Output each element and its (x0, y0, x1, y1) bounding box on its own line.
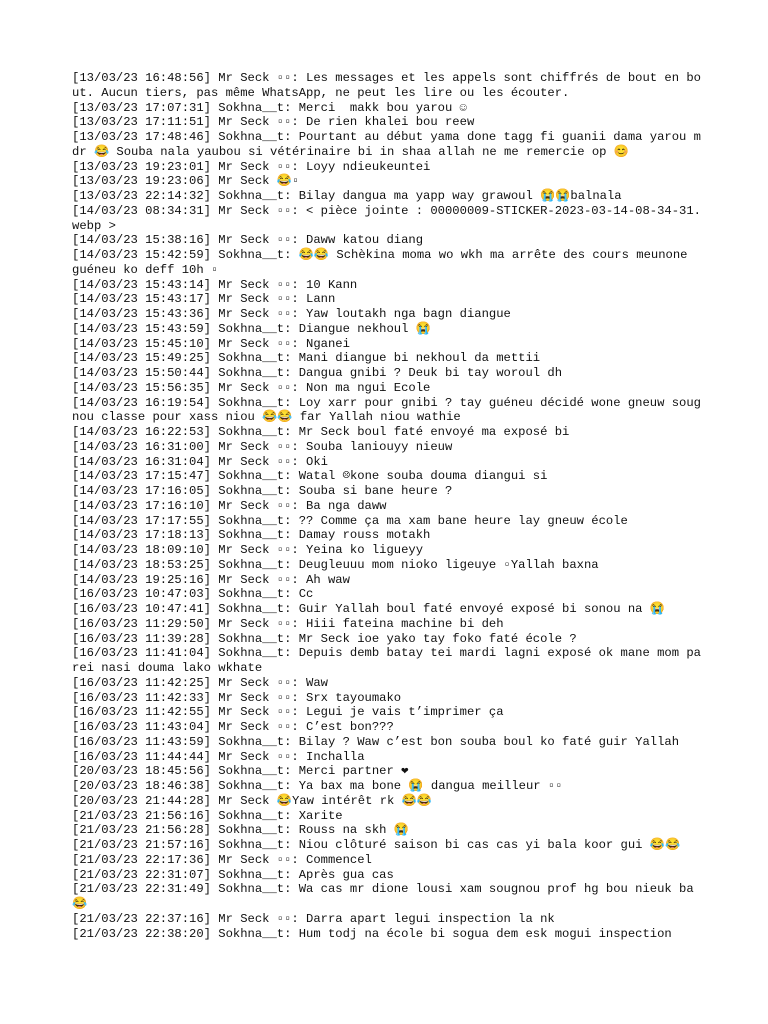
message-line: [20/03/23 18:46:38] Sokhna__t: Ya bax ma bone 😭 dangua meilleur ▫▫ (72, 779, 563, 793)
message-line: [16/03/23 11:39:28] Sokhna__t: Mr Seck ioe yako tay foko faté école ? (72, 631, 577, 646)
message-line: [21/03/23 21:56:16] Sokhna__t: Xarite (72, 808, 343, 823)
message-line: [14/03/23 17:16:10] Mr Seck ▫▫: Ba nga daww (72, 498, 387, 513)
message-line: [14/03/23 08:34:31] Mr Seck ▫▫: < pièce jointe : 00000009-STICKER-2023-03-14-08-34-31.webp > (72, 203, 701, 233)
message-line: [16/03/23 11:42:25] Mr Seck ▫▫: Waw (72, 675, 328, 690)
message-line: [14/03/23 17:16:05] Sokhna__t: Souba si bane heure ? (72, 484, 453, 498)
message-line: [14/03/23 19:25:16] Mr Seck ▫▫: Ah waw (72, 572, 350, 587)
message-line: [14/03/23 15:49:25] Sokhna__t: Mani diangue bi nekhoul da mettii (72, 351, 541, 366)
message-line: [20/03/23 21:44:28] Mr Seck 😂Yaw intérêt rk 😂😂 (72, 793, 433, 808)
chat-transcript (72, 71, 702, 941)
message-line: [14/03/23 15:56:35] Mr Seck ▫▫: Non ma ngui Ecole (72, 380, 431, 395)
message-line: [21/03/23 22:17:36] Mr Seck ▫▫: Commencel (72, 852, 372, 867)
message-line: [14/03/23 15:43:59] Sokhna__t: Diangue nekhoul 😭 (72, 321, 431, 336)
message-line: [14/03/23 15:43:36] Mr Seck ▫▫: Yaw loutakh nga bagn diangue (72, 307, 511, 321)
message-line: [13/03/23 19:23:01] Mr Seck ▫▫: Loyy ndieukeuntei (72, 159, 431, 174)
message-line: [14/03/23 15:50:44] Sokhna__t: Dangua gnibi ? Deuk bi tay woroul dh (72, 366, 563, 380)
message-line: [14/03/23 17:15:47] Sokhna__t: Watal ☹kone souba douma diangui si (72, 469, 548, 484)
message-line: [16/03/23 11:43:59] Sokhna__t: Bilay ? Waw c’est bon souba boul ko faté guir Yallah (72, 734, 680, 749)
message-line: [16/03/23 10:47:03] Sokhna__t: Cc (72, 587, 314, 602)
message-line: [16/03/23 10:47:41] Sokhna__t: Guir Yallah boul faté envoyé exposé bi sonou na 😭 (72, 602, 665, 616)
message-line: [14/03/23 15:38:16] Mr Seck ▫▫: Daww katou diang (72, 233, 424, 248)
message-line: [14/03/23 17:18:13] Sokhna__t: Damay rouss motakh (72, 528, 431, 543)
message-line: [14/03/23 18:53:25] Sokhna__t: Deugleuuu mom nioko ligeuye ▫Yallah baxna (72, 557, 599, 572)
message-line: [13/03/23 17:48:46] Sokhna__t: Pourtant au début yama done tagg fi guanii dama yarou mdr 😂 Souba nala yaubou si vétérinaire bi in shaa allah ne me remercie op 😊 (72, 130, 701, 159)
message-line: [21/03/23 22:37:16] Mr Seck ▫▫: Darra apart legui inspection la nk (72, 911, 555, 926)
message-line: [21/03/23 21:57:16] Sokhna__t: Niou clôturé saison bi cas cas yi bala koor gui 😂😂 (72, 838, 681, 852)
message-line: [14/03/23 17:17:55] Sokhna__t: ?? Comme ça ma xam bane heure lay gneuw école (72, 513, 628, 528)
message-line: [14/03/23 18:09:10] Mr Seck ▫▫: Yeina ko ligueyy (72, 543, 424, 557)
message-line: [16/03/23 11:43:04] Mr Seck ▫▫: C’est bon??? (72, 720, 394, 734)
message-line: [14/03/23 15:42:59] Sokhna__t: 😂😂 Schèkina moma wo wkh ma arrête des cours meunone guéneu ko deff 10h ▫ (72, 248, 695, 277)
message-line: [14/03/23 16:31:04] Mr Seck ▫▫: Oki (72, 454, 328, 469)
message-line: [14/03/23 15:43:14] Mr Seck ▫▫: 10 Kann (72, 277, 358, 292)
message-line: [13/03/23 19:23:06] Mr Seck 😂▫ (72, 174, 300, 189)
message-line: [13/03/23 17:11:51] Mr Seck ▫▫: De rien khalei bou reew (72, 115, 475, 130)
message-line: [13/03/23 22:14:32] Sokhna__t: Bilay dangua ma yapp way grawoul 😭😭balnala (72, 189, 622, 203)
message-line: [21/03/23 22:38:20] Sokhna__t: Hum todj na école bi sogua dem esk mogui inspection (72, 926, 672, 941)
message-line: [14/03/23 15:43:17] Mr Seck ▫▫: Lann (72, 292, 336, 307)
message-line: [14/03/23 15:45:10] Mr Seck ▫▫: Nganei (72, 336, 350, 351)
message-line: [16/03/23 11:42:33] Mr Seck ▫▫: Srx tayoumako (72, 690, 402, 705)
message-line: [14/03/23 16:19:54] Sokhna__t: Loy xarr pour gnibi ? tay guéneu décidé wone gneuw sougnou classe pour xass niou 😂😂 far Yallah niou wathie (72, 395, 701, 425)
message-line: [20/03/23 18:45:56] Sokhna__t: Merci partner ❤ (72, 764, 409, 779)
message-line: [14/03/23 16:22:53] Sokhna__t: Mr Seck boul faté envoyé ma exposé bi (72, 425, 570, 439)
message-line: [16/03/23 11:44:44] Mr Seck ▫▫: Inchalla (72, 749, 365, 764)
message-line: [21/03/23 21:56:28] Sokhna__t: Rouss na skh 😭 (72, 823, 409, 838)
message-line: [14/03/23 16:31:00] Mr Seck ▫▫: Souba laniouyy nieuw (72, 439, 453, 454)
message-line: [16/03/23 11:42:55] Mr Seck ▫▫: Legui je vais t’imprimer ça (72, 705, 504, 720)
message-line: [21/03/23 22:31:49] Sokhna__t: Wa cas mr dione lousi xam sougnou prof hg bou nieuk ba 😂 (72, 882, 701, 911)
message-line: [16/03/23 11:29:50] Mr Seck ▫▫: Hiii fateina machine bi deh (72, 616, 504, 631)
message-line: [21/03/23 22:31:07] Sokhna__t: Après gua cas (72, 867, 394, 882)
message-line: [13/03/23 16:48:56] Mr Seck ▫▫: Les messages et les appels sont chiffrés de bout en bout. Aucun tiers, pas même WhatsApp, ne peut les lire ou les écouter. (72, 71, 701, 100)
message-line: [13/03/23 17:07:31] Sokhna__t: Merci makk bou yarou ☺ (72, 100, 467, 115)
message-line: [16/03/23 11:41:04] Sokhna__t: Depuis demb batay tei mardi lagni exposé ok mane mom parei nasi douma lako wkhate (72, 646, 701, 675)
